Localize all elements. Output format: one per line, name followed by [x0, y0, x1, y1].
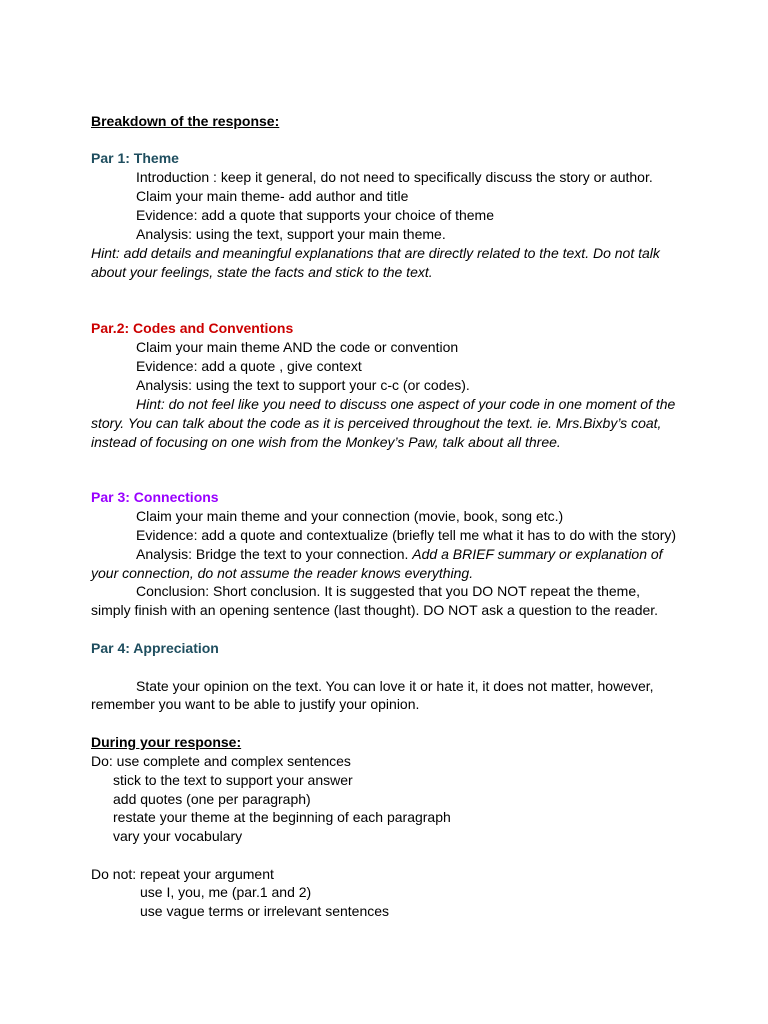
- par2-hint-line3: instead of focusing on one wish from the Monkey’s Paw, talk about all three.: [91, 434, 561, 450]
- par3-conclusion-line1: Conclusion: Short conclusion. It is suggested that you DO NOT repeat the theme,: [136, 583, 641, 599]
- par3-evidence: Evidence: add a quote and contextualize (briefly tell me what it has to do with the story): [136, 527, 677, 543]
- par1-analysis: Analysis: using the text, support your main theme.: [136, 226, 446, 242]
- par2-claim: Claim your main theme AND the code or convention: [136, 339, 459, 355]
- par3-claim: Claim your main theme and your connection (movie, book, song etc.): [136, 508, 564, 524]
- dont-item-2: use I, you, me (par.1 and 2): [140, 884, 312, 900]
- do-item-1: Do: use complete and complex sentences: [91, 753, 351, 769]
- par4-body-line1: State your opinion on the text. You can love it or hate it, it does not matter, however,: [136, 678, 654, 694]
- dont-item-1: Do not: repeat your argument: [91, 866, 274, 882]
- par3-heading: Par 3: Connections: [91, 489, 219, 505]
- do-item-2: stick to the text to support your answer: [113, 772, 353, 788]
- during-heading: During your response:: [91, 734, 242, 750]
- par2-evidence: Evidence: add a quote , give context: [136, 358, 362, 374]
- do-item-3: add quotes (one per paragraph): [113, 791, 311, 807]
- do-item-4: restate your theme at the beginning of each paragraph: [113, 809, 451, 825]
- par2-hint-line2: story. You can talk about the code as it is perceived throughout the text. ie. Mrs.Bixby’s coat,: [91, 415, 662, 431]
- dont-item-3: use vague terms or irrelevant sentences: [140, 903, 390, 919]
- par1-intro: Introduction : keep it general, do not need to specifically discuss the story or author.: [136, 169, 653, 185]
- par1-heading: Par 1: Theme: [91, 150, 179, 166]
- par2-analysis: Analysis: using the text to support your c-c (or codes).: [136, 377, 470, 393]
- par1-evidence: Evidence: add a quote that supports your choice of theme: [136, 207, 495, 223]
- par1-hint-line2: about your feelings, state the facts and stick to the text.: [91, 264, 433, 280]
- par1-hint-line1: Hint: add details and meaningful explanations that are directly related to the text. Do not talk: [91, 245, 660, 261]
- par3-analysis-lead: Analysis: Bridge the text to your connection.: [136, 546, 413, 562]
- par4-heading: Par 4: Appreciation: [91, 640, 219, 656]
- par3-analysis-line1: [136, 545, 663, 563]
- par4-body-line2: remember you want to be able to justify your opinion.: [91, 696, 420, 712]
- document-title: Breakdown of the response:: [91, 113, 280, 129]
- par3-analysis-line2: your connection, do not assume the reader knows everything.: [91, 565, 474, 581]
- par1-claim: Claim your main theme- add author and title: [136, 188, 409, 204]
- par3-analysis-italic: Add a BRIEF summary or explanation of: [412, 546, 663, 562]
- par2-heading: Par.2: Codes and Conventions: [91, 320, 294, 336]
- do-item-5: vary your vocabulary: [113, 828, 243, 844]
- par2-hint-line1: Hint: do not feel like you need to discuss one aspect of your code in one moment of the: [136, 396, 676, 412]
- par3-conclusion-line2: simply finish with an opening sentence (last thought). DO NOT ask a question to the reader.: [91, 602, 659, 618]
